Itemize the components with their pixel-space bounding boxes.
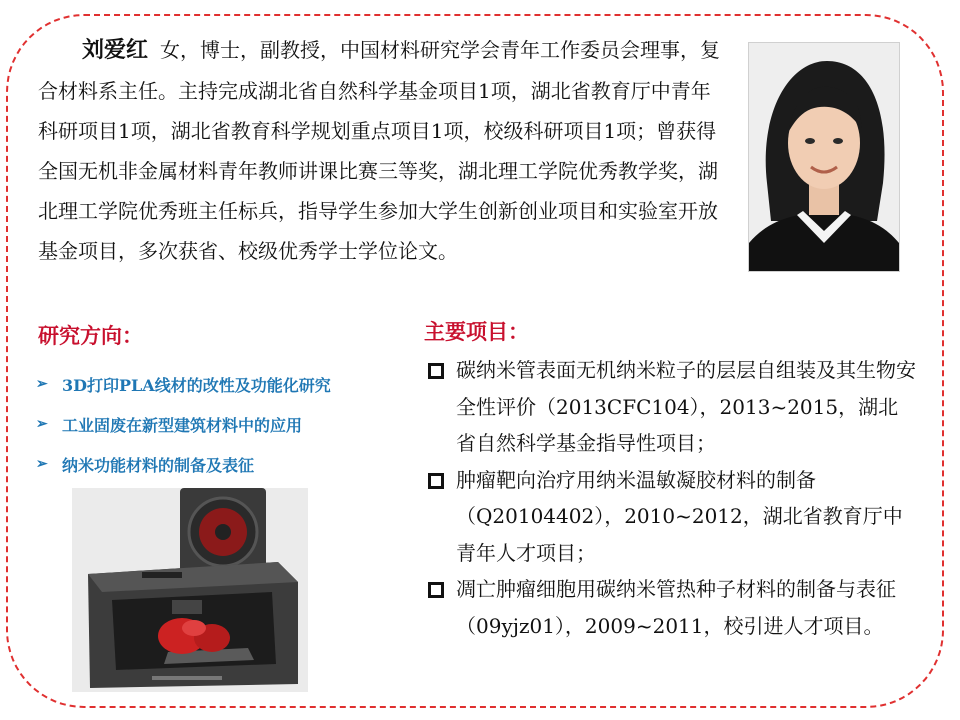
person-name: 刘爱红 (82, 38, 149, 63)
project-item-text: 碳纳米管表面无机纳米粒子的层层自组装及其生物安全性评价（2013CFC104），2013~2015，湖北省自然科学基金指导性项目； (456, 358, 916, 455)
research-item-label: 纳米功能材料的制备及表征 (62, 455, 255, 475)
project-item (424, 571, 924, 644)
hollow-square-bullet-icon (428, 473, 444, 489)
bio-paragraph (38, 30, 728, 271)
research-item (36, 404, 436, 444)
research-heading: 研究方向： (38, 324, 143, 348)
project-item-text: 凋亡肿瘤细胞用碳纳米管热种子材料的制备与表征（09yjz01），2009~2011，校引进人才项目。 (456, 577, 896, 638)
3d-printer-illustration (72, 488, 308, 692)
portrait-illustration (749, 43, 899, 271)
arrow-bullet-icon: ➢ (36, 416, 48, 432)
project-item (424, 352, 924, 462)
arrow-bullet-icon: ➢ (36, 376, 48, 392)
projects-heading: 主要项目： (424, 320, 529, 344)
project-item-text: 肿瘤靶向治疗用纳米温敏凝胶材料的制备（Q20104402），2010~2012，湖北省教育厅中青年人才项目； (456, 467, 903, 565)
arrow-bullet-icon: ➢ (36, 456, 48, 472)
project-item (424, 462, 924, 572)
research-item (36, 364, 436, 404)
3d-printer-photo (72, 488, 308, 692)
projects-list (424, 352, 924, 644)
research-list (36, 364, 436, 484)
bio-text: 女，博士，副教授，中国材料研究学会青年工作委员会理事，复合材料系主任。主持完成湖北省自然科学基金项目1项，湖北省教育厅中青年科研项目1项，湖北省教育科学规划重点项目1项，校级科研项目1项；曾获得全国无机非金属材料青年教师讲课比赛三等奖，湖北理工学院优秀教学奖，湖北理工学院优秀班主任标兵，指导学生参加大学生创新创业项目和实验室开放基金项目，多次获省、校级优秀学士学位论文。 (38, 38, 721, 263)
research-item-label: 3D打印PLA线材的改性及功能化研究 (62, 375, 331, 395)
hollow-square-bullet-icon (428, 582, 444, 598)
research-item (36, 444, 436, 484)
portrait-photo (748, 42, 900, 272)
research-item-label: 工业固废在新型建筑材料中的应用 (62, 415, 303, 435)
hollow-square-bullet-icon (428, 363, 444, 379)
